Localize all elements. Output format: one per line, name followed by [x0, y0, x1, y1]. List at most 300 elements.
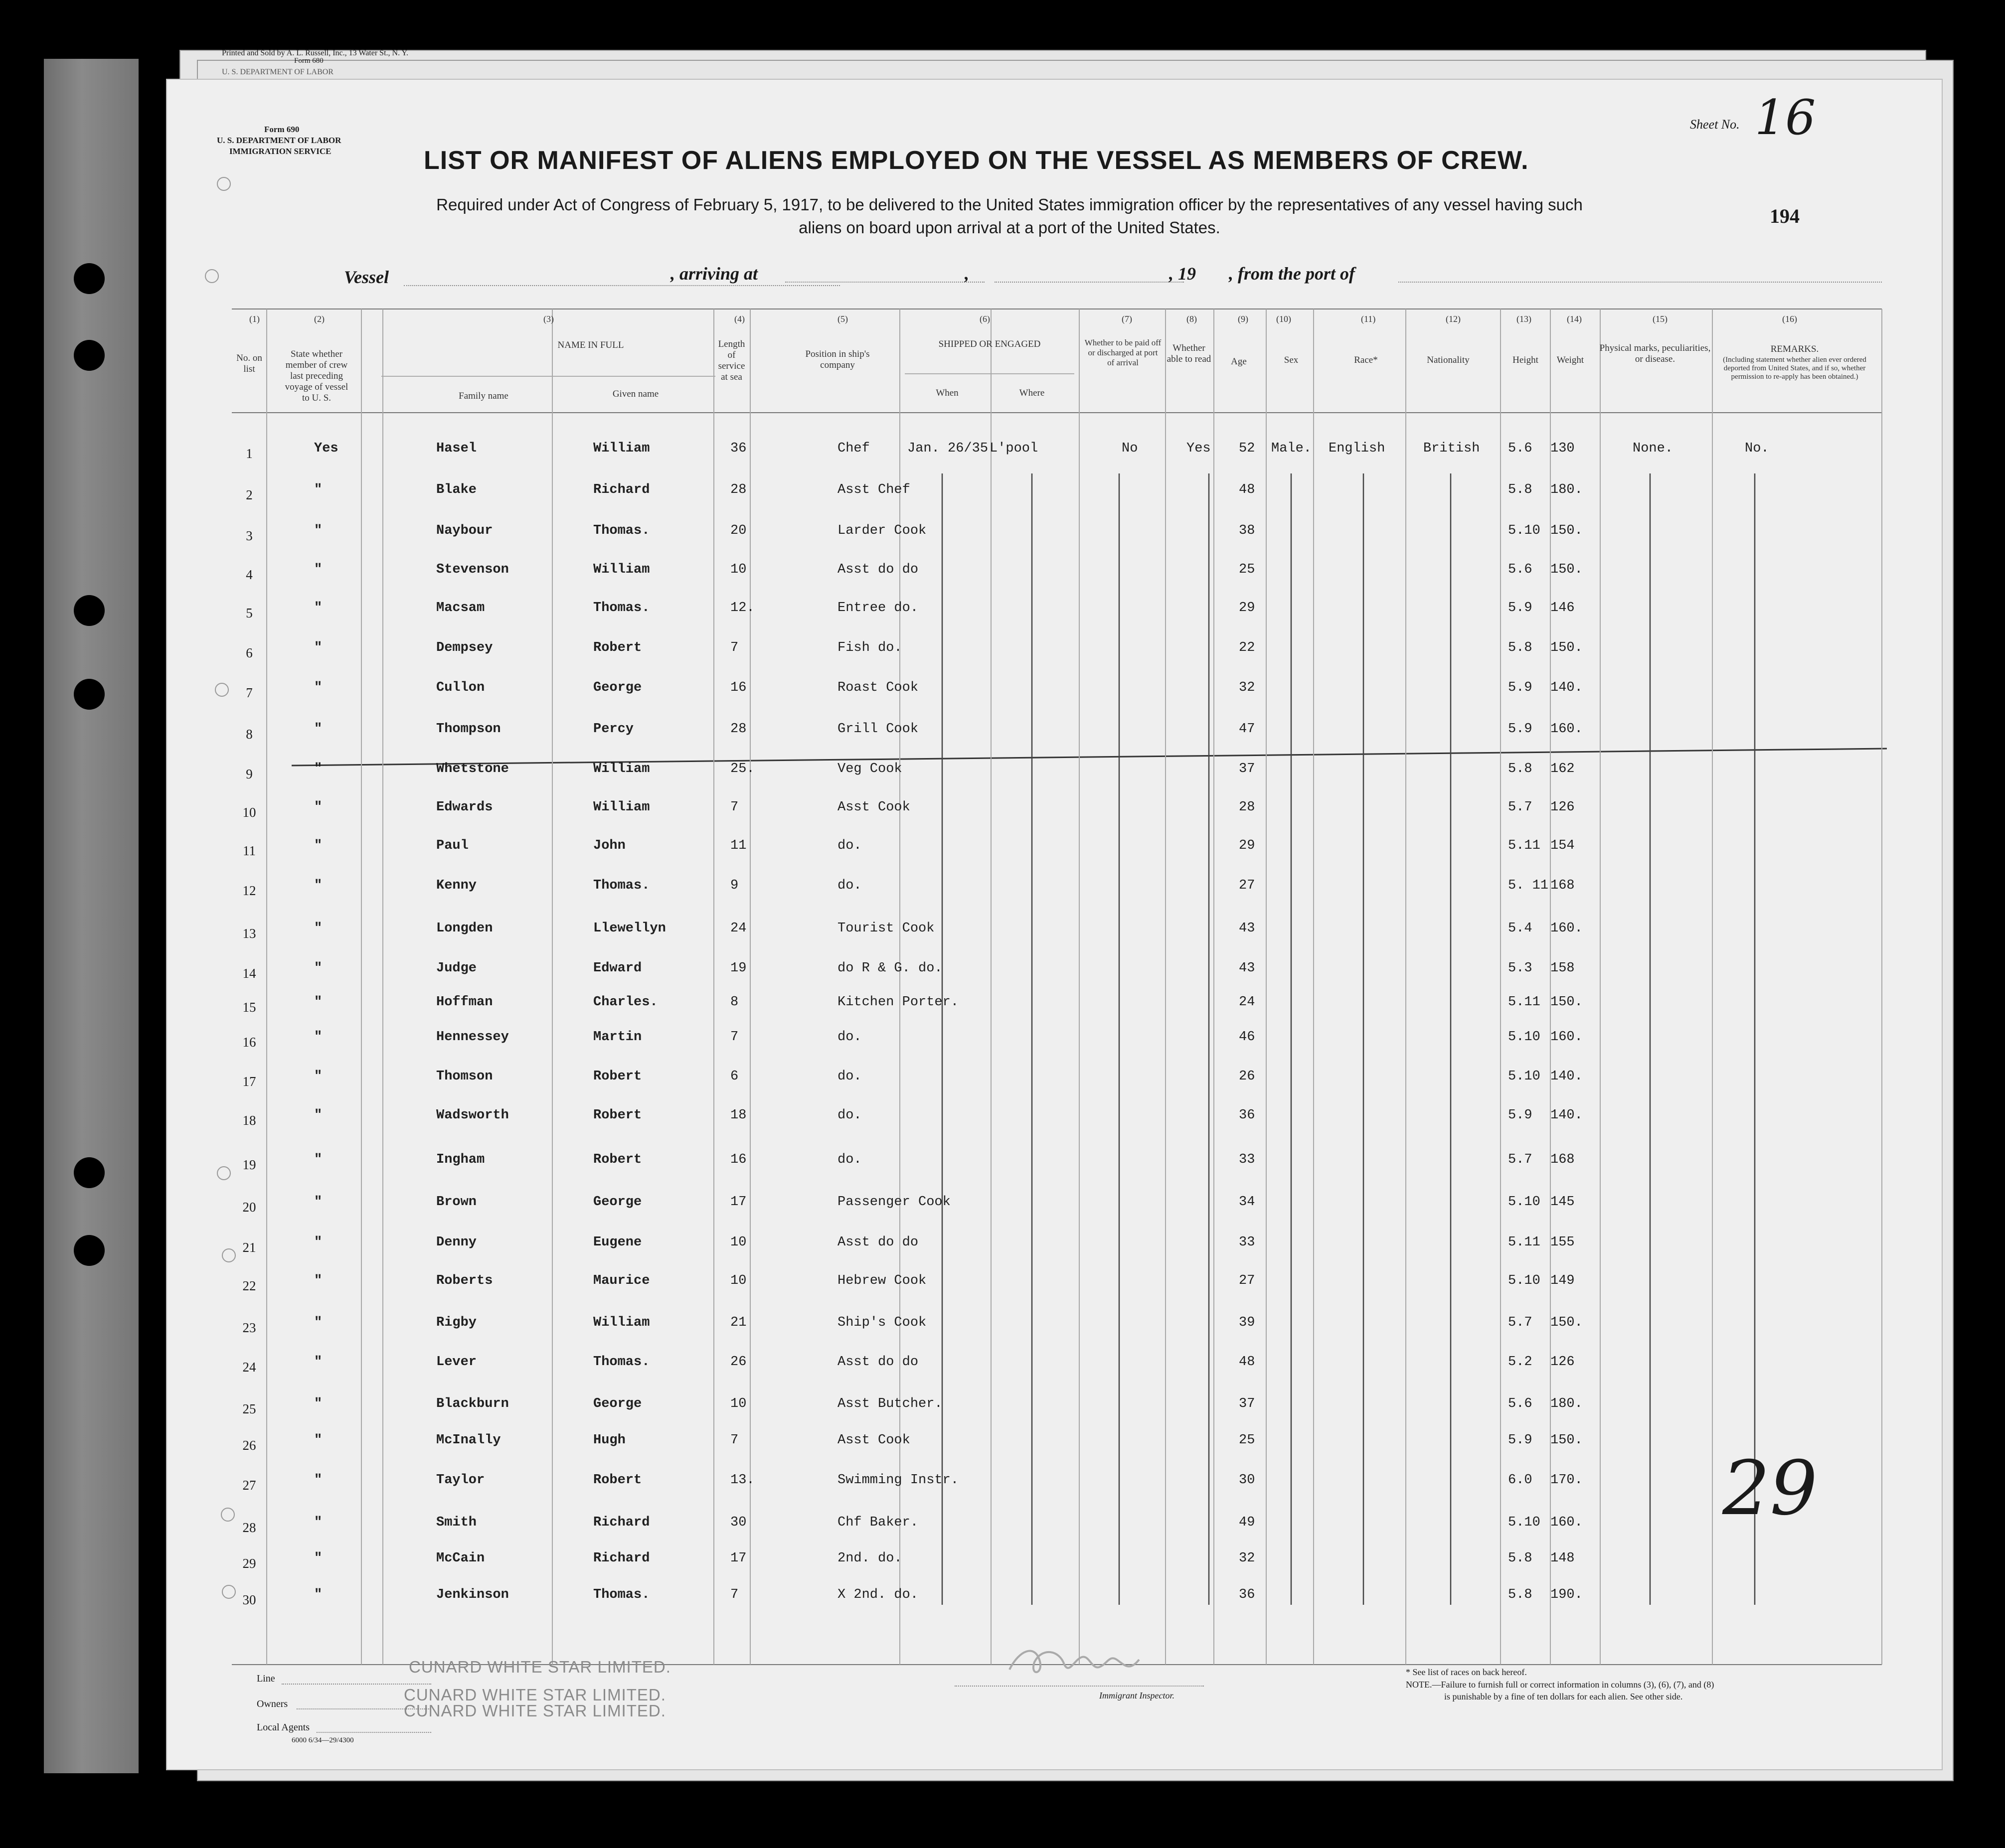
cell-prev: " — [314, 1108, 323, 1123]
row-number: 22 — [242, 1278, 256, 1293]
cell-weight: 154 — [1550, 838, 1575, 853]
cell-prev: " — [314, 562, 323, 577]
line-field — [282, 1684, 431, 1685]
header-length: Length of service at sea — [718, 339, 745, 382]
cell-family: Thomson — [436, 1069, 493, 1084]
cell-position: do. — [837, 1108, 862, 1123]
subtitle-line-2: aliens on board upon arrival at a port of the United States. — [799, 218, 1220, 237]
port-field — [1398, 282, 1882, 283]
cell-weight: 160. — [1550, 1030, 1583, 1045]
cell-family: Taylor — [436, 1473, 485, 1488]
form-service: IMMIGRATION SERVICE — [229, 147, 332, 156]
row-number: 9 — [246, 767, 253, 781]
cell-position: X 2nd. do. — [837, 1587, 919, 1602]
cell-position: Ship's Cook — [837, 1315, 927, 1330]
cell-weight: 190. — [1550, 1587, 1583, 1602]
cell-given: Llewellyn — [593, 921, 666, 936]
cell-weight: 168 — [1550, 878, 1575, 893]
cell-prev: " — [314, 1273, 323, 1288]
column-number: (14) — [1567, 314, 1582, 324]
cell-age: 46 — [1239, 1030, 1255, 1045]
header-position: Position in ship's company — [805, 349, 870, 370]
cell-position: Hebrew Cook — [837, 1273, 927, 1288]
binder-hole — [74, 340, 105, 371]
row-number: 19 — [242, 1157, 256, 1172]
cell-prev: " — [314, 482, 323, 497]
cell-length: 10 — [730, 1273, 747, 1288]
cell-family: Stevenson — [436, 562, 509, 577]
cell-height: 5.9 — [1508, 680, 1532, 695]
cell-prev: " — [314, 1152, 323, 1167]
cell-position: Entree do. — [837, 601, 919, 616]
row-number: 18 — [242, 1113, 256, 1128]
from-port-label: , from the port of — [1229, 264, 1355, 284]
cell-prev: " — [314, 1587, 323, 1602]
print-code: 6000 6/34—29/4300 — [292, 1736, 354, 1744]
cell-race: English — [1329, 441, 1385, 456]
cell-prev: " — [314, 1030, 323, 1045]
header-no: No. on list — [236, 353, 262, 374]
cell-height: 5.8 — [1508, 762, 1532, 776]
header-race: Race* — [1354, 355, 1378, 365]
cell-prev: Yes — [314, 441, 338, 456]
cell-height: 5.4 — [1508, 921, 1532, 936]
cell-family: Blackburn — [436, 1396, 509, 1411]
header-physical: Physical marks, peculiarities, or disease. — [1599, 343, 1711, 364]
row-number: 6 — [246, 645, 253, 660]
cell-sex: Male. — [1271, 441, 1312, 456]
cell-length: 7 — [730, 800, 739, 815]
cell-position: Larder Cook — [837, 523, 927, 538]
cell-weight: 180. — [1550, 1396, 1583, 1411]
cell-given: Thomas. — [593, 1587, 650, 1602]
cell-given: Maurice — [593, 1273, 650, 1288]
cell-position: do. — [837, 1152, 862, 1167]
cell-height: 5.10 — [1508, 1273, 1540, 1288]
column-number: (5) — [837, 314, 848, 324]
cell-family: McCain — [436, 1551, 485, 1566]
cell-family: Jenkinson — [436, 1587, 509, 1602]
page-title: LIST OR MANIFEST OF ALIENS EMPLOYED ON THE VESSEL AS MEMBERS OF CREW. — [424, 146, 1529, 175]
cell-prev: " — [314, 995, 323, 1010]
cell-height: 5.7 — [1508, 800, 1532, 815]
cell-position: Asst do do — [837, 562, 919, 577]
race-note: * See list of races on back hereof. — [1406, 1667, 1527, 1677]
cell-length: 9 — [730, 878, 739, 893]
punch-ring — [217, 1166, 231, 1180]
cell-prev: " — [314, 722, 323, 737]
cell-family: Brown — [436, 1195, 477, 1210]
cell-height: 5.8 — [1508, 1587, 1532, 1602]
cell-family: Judge — [436, 961, 477, 976]
cell-height: 5.10 — [1508, 523, 1540, 538]
cell-age: 29 — [1239, 838, 1255, 853]
cell-prev: " — [314, 1355, 323, 1370]
cell-when: Jan. 26/35 — [907, 441, 989, 456]
owners-stamp: CUNARD WHITE STAR LIMITED. — [404, 1686, 666, 1704]
cell-given: Charles. — [593, 995, 658, 1010]
cell-given: Robert — [593, 1473, 642, 1488]
cell-given: Thomas. — [593, 601, 650, 616]
cell-given: Thomas. — [593, 878, 650, 893]
binder-strip — [44, 59, 139, 1773]
cell-height: 5.10 — [1508, 1195, 1540, 1210]
cell-length: 11 — [730, 838, 747, 853]
cell-length: 21 — [730, 1315, 747, 1330]
cell-age: 43 — [1239, 961, 1255, 976]
header-sex: Sex — [1284, 355, 1299, 365]
cell-height: 5.10 — [1508, 1030, 1540, 1045]
column-number: (2) — [314, 314, 325, 324]
owners-label: Owners — [257, 1698, 288, 1709]
cell-length: 12. — [730, 601, 755, 616]
cell-weight: 149 — [1550, 1273, 1575, 1288]
cell-height: 5.7 — [1508, 1315, 1532, 1330]
column-number: (1) — [249, 314, 260, 324]
cell-prev: " — [314, 1235, 323, 1250]
punch-ring — [221, 1508, 235, 1522]
sheet-no-label: Sheet No. — [1690, 117, 1740, 132]
cell-prev: " — [314, 961, 323, 976]
cell-age: 26 — [1239, 1069, 1255, 1084]
cell-age: 25 — [1239, 562, 1255, 577]
cell-position: Chf Baker. — [837, 1515, 919, 1530]
cell-age: 32 — [1239, 1551, 1255, 1566]
cell-length: 20 — [730, 523, 747, 538]
cell-weight: 150. — [1550, 562, 1583, 577]
cell-height: 5.11 — [1508, 838, 1540, 853]
cell-height: 5.10 — [1508, 1515, 1540, 1530]
cell-family: Naybour — [436, 523, 493, 538]
cell-given: Edward — [593, 961, 642, 976]
row-number: 17 — [242, 1074, 256, 1089]
cell-position: Passenger Cook — [837, 1195, 951, 1210]
cell-position: Fish do. — [837, 640, 902, 655]
cell-prev: " — [314, 762, 323, 776]
cell-prev: " — [314, 1195, 323, 1210]
row-number: 4 — [246, 567, 253, 582]
cell-age: 30 — [1239, 1473, 1255, 1488]
punch-ring — [222, 1585, 236, 1599]
cell-family: Cullon — [436, 680, 485, 695]
cell-height: 5.9 — [1508, 1108, 1532, 1123]
header-when: When — [936, 388, 959, 398]
back-form-label: Form 680 — [294, 57, 324, 65]
cell-weight: 158 — [1550, 961, 1575, 976]
cell-length: 16 — [730, 1152, 747, 1167]
back-dept-label: U. S. DEPARTMENT OF LABOR — [222, 68, 334, 76]
cell-family: Macsam — [436, 601, 485, 616]
cell-given: Robert — [593, 1069, 642, 1084]
row-number: 29 — [242, 1556, 256, 1571]
header-paid-off: Whether to be paid off or discharged at port of arrival — [1084, 338, 1162, 367]
cell-height: 5.3 — [1508, 961, 1532, 976]
agents-stamp: CUNARD WHITE STAR LIMITED. — [404, 1701, 666, 1720]
cell-weight: 150. — [1550, 523, 1583, 538]
cell-family: Blake — [436, 482, 477, 497]
cell-position: do R & G. do. — [837, 961, 943, 976]
cell-given: Robert — [593, 1152, 642, 1167]
cell-prev: " — [314, 601, 323, 616]
row-number: 10 — [242, 805, 256, 820]
cell-height: 5.6 — [1508, 562, 1532, 577]
cell-prev: " — [314, 1396, 323, 1411]
cell-weight: 146 — [1550, 601, 1575, 616]
cell-remarks: No. — [1745, 441, 1769, 456]
row-number: 26 — [242, 1438, 256, 1453]
cell-given: Richard — [593, 1551, 650, 1566]
cell-prev: " — [314, 1433, 323, 1448]
cell-weight: 150. — [1550, 1315, 1583, 1330]
cell-length: 30 — [730, 1515, 747, 1530]
cell-age: 34 — [1239, 1195, 1255, 1210]
row-number: 8 — [246, 727, 253, 742]
binder-hole — [74, 263, 105, 294]
row-number: 20 — [242, 1200, 256, 1215]
cell-position: Asst do do — [837, 1355, 919, 1370]
cell-height: 5.11 — [1508, 995, 1540, 1010]
cell-family: Whetstone — [436, 762, 509, 776]
cell-age: 47 — [1239, 722, 1255, 737]
cell-age: 24 — [1239, 995, 1255, 1010]
cell-weight: 162 — [1550, 762, 1575, 776]
cell-age: 48 — [1239, 1355, 1255, 1370]
header-where: Where — [1019, 388, 1045, 398]
cell-prev: " — [314, 640, 323, 655]
header-shipped: SHIPPED OR ENGAGED — [938, 339, 1041, 349]
cell-given: William — [593, 441, 650, 456]
cell-age: 49 — [1239, 1515, 1255, 1530]
header-state: State whether member of crew last preceding voyage of vessel to U. S. — [285, 349, 348, 403]
cell-weight: 170. — [1550, 1473, 1583, 1488]
inspector-field — [955, 1686, 1204, 1687]
cell-length: 24 — [730, 921, 747, 936]
column-number: (7) — [1122, 314, 1132, 324]
column-number: (8) — [1186, 314, 1197, 324]
header-remarks-note: (Including statement whether alien ever ordered deported from United States, and if so, whether permission to re-apply has been obtained.) — [1723, 356, 1866, 381]
cell-given: William — [593, 800, 650, 815]
cell-nationality: British — [1423, 441, 1480, 456]
cell-length: 17 — [730, 1195, 747, 1210]
cell-age: 38 — [1239, 523, 1255, 538]
cell-given: John — [593, 838, 626, 853]
vessel-field — [404, 285, 840, 286]
cell-length: 25. — [730, 762, 755, 776]
row-number: 12 — [242, 883, 256, 898]
column-number: (4) — [734, 314, 745, 324]
agents-field — [317, 1732, 431, 1733]
binder-hole — [74, 1235, 105, 1266]
cell-given: Martin — [593, 1030, 642, 1045]
page-number: 194 — [1770, 205, 1800, 227]
column-number: (12) — [1446, 314, 1461, 324]
cell-family: Edwards — [436, 800, 493, 815]
cell-height: 5.11 — [1508, 1235, 1540, 1250]
cell-family: Lever — [436, 1355, 477, 1370]
header-given: Given name — [612, 389, 659, 399]
penalty-note-2: is punishable by a fine of ten dollars for each alien. See other side. — [1444, 1692, 1683, 1701]
column-number: (16) — [1782, 314, 1797, 324]
cell-prev: " — [314, 838, 323, 853]
cell-age: 37 — [1239, 762, 1255, 776]
cell-length: 19 — [730, 961, 747, 976]
cell-length: 8 — [730, 995, 739, 1010]
column-number: (9) — [1238, 314, 1248, 324]
cell-age: 22 — [1239, 640, 1255, 655]
binder-hole — [74, 595, 105, 626]
cell-read: Yes — [1186, 441, 1211, 456]
cell-weight: 155 — [1550, 1235, 1575, 1250]
inspector-signature — [1000, 1640, 1164, 1685]
cell-age: 25 — [1239, 1433, 1255, 1448]
cell-prev: " — [314, 1315, 323, 1330]
cell-position: do. — [837, 838, 862, 853]
cell-position: Grill Cook — [837, 722, 919, 737]
cell-length: 17 — [730, 1551, 747, 1566]
punch-ring — [215, 683, 229, 697]
cell-weight: 148 — [1550, 1551, 1575, 1566]
cell-age: 48 — [1239, 482, 1255, 497]
handwritten-total: 29 — [1722, 1445, 1818, 1532]
date-field — [995, 282, 1184, 283]
header-age: Age — [1231, 356, 1247, 367]
cell-position: 2nd. do. — [837, 1551, 902, 1566]
cell-family: Paul — [436, 838, 469, 853]
subtitle-line-1: Required under Act of Congress of February 5, 1917, to be delivered to the United States immigration officer by the representatives of any vessel having such — [436, 195, 1583, 214]
arriving-label: , arriving at — [670, 264, 758, 284]
cell-weight: 140. — [1550, 680, 1583, 695]
cell-age: 37 — [1239, 1396, 1255, 1411]
cell-given: Eugene — [593, 1235, 642, 1250]
cell-weight: 150. — [1550, 1433, 1583, 1448]
punch-ring — [205, 269, 219, 283]
cell-length: 10 — [730, 1396, 747, 1411]
cell-paid: No — [1122, 441, 1138, 456]
cell-position: Kitchen Porter. — [837, 995, 959, 1010]
cell-prev: " — [314, 878, 323, 893]
cell-weight: 130 — [1550, 441, 1575, 456]
year-label: , 19 — [1169, 264, 1196, 284]
cell-length: 28 — [730, 722, 747, 737]
cell-weight: 160. — [1550, 1515, 1583, 1530]
cell-position: Asst Cook — [837, 1433, 910, 1448]
cell-prev: " — [314, 680, 323, 695]
binder-hole — [74, 1157, 105, 1188]
cell-length: 26 — [730, 1355, 747, 1370]
cell-family: Hasel — [436, 441, 477, 456]
cell-length: 36 — [730, 441, 747, 456]
column-number: (10) — [1276, 314, 1291, 324]
cell-position: do. — [837, 1030, 862, 1045]
cell-age: 27 — [1239, 1273, 1255, 1288]
cell-family: Smith — [436, 1515, 477, 1530]
row-number: 3 — [246, 528, 253, 543]
arriving-field — [785, 282, 985, 283]
row-number: 16 — [242, 1035, 256, 1050]
cell-age: 43 — [1239, 921, 1255, 936]
cell-family: McInally — [436, 1433, 501, 1448]
row-number: 21 — [242, 1240, 256, 1255]
header-nationality: Nationality — [1427, 355, 1470, 365]
cell-length: 7 — [730, 1433, 739, 1448]
cell-weight: 168 — [1550, 1152, 1575, 1167]
inspector-label: Immigrant Inspector. — [1099, 1691, 1174, 1700]
vessel-label: Vessel — [344, 267, 389, 287]
cell-family: Longden — [436, 921, 493, 936]
cell-given: Thomas. — [593, 1355, 650, 1370]
column-number: (3) — [543, 314, 554, 324]
cell-height: 5.6 — [1508, 1396, 1532, 1411]
cell-family: Wadsworth — [436, 1108, 509, 1123]
cell-weight: 150. — [1550, 640, 1583, 655]
cell-family: Hoffman — [436, 995, 493, 1010]
cell-prev: " — [314, 523, 323, 538]
cell-age: 52 — [1239, 441, 1255, 456]
column-number: (15) — [1653, 314, 1668, 324]
column-number: (11) — [1361, 314, 1376, 324]
cell-weight: 145 — [1550, 1195, 1575, 1210]
cell-length: 7 — [730, 1587, 739, 1602]
row-number: 2 — [246, 487, 253, 502]
cell-height: 5.10 — [1508, 1069, 1540, 1084]
line-label: Line — [257, 1673, 275, 1684]
header-height: Height — [1512, 355, 1538, 365]
cell-weight: 126 — [1550, 800, 1575, 815]
cell-position: do. — [837, 1069, 862, 1084]
manifest-sheet — [167, 80, 1942, 1769]
cell-position: Swimming Instr. — [837, 1473, 959, 1488]
row-number: 15 — [242, 1000, 256, 1015]
table-grid — [167, 80, 1942, 1769]
cell-position: do. — [837, 878, 862, 893]
cell-given: George — [593, 680, 642, 695]
punch-ring — [217, 177, 231, 191]
cell-age: 28 — [1239, 800, 1255, 815]
cell-height: 5.6 — [1508, 441, 1532, 456]
cell-length: 7 — [730, 640, 739, 655]
form-number: Form 690 — [264, 125, 300, 134]
cell-family: Hennessey — [436, 1030, 509, 1045]
strike-line — [292, 749, 1887, 766]
cell-prev: " — [314, 1551, 323, 1566]
cell-given: William — [593, 762, 650, 776]
cell-height: 5.7 — [1508, 1152, 1532, 1167]
header-able-read: Whether able to read — [1167, 343, 1211, 364]
cell-family: Ingham — [436, 1152, 485, 1167]
cell-length: 10 — [730, 562, 747, 577]
row-number: 7 — [246, 685, 253, 700]
cell-length: 16 — [730, 680, 747, 695]
cell-age: 27 — [1239, 878, 1255, 893]
cell-height: 5.8 — [1508, 482, 1532, 497]
row-number: 30 — [242, 1592, 256, 1607]
cell-weight: 150. — [1550, 995, 1583, 1010]
cell-age: 33 — [1239, 1235, 1255, 1250]
column-number: (13) — [1516, 314, 1531, 324]
cell-length: 18 — [730, 1108, 747, 1123]
cell-family: Dempsey — [436, 640, 493, 655]
printer-note: Printed and Sold by A. L. Russell, Inc., 13 Water St., N. Y. — [222, 49, 408, 57]
row-number: 24 — [242, 1360, 256, 1375]
cell-position: Veg Cook — [837, 762, 902, 776]
sheet-number: 16 — [1755, 90, 1816, 146]
cell-given: William — [593, 562, 650, 577]
punch-ring — [222, 1248, 236, 1262]
row-number: 5 — [246, 606, 253, 620]
cell-given: Percy — [593, 722, 634, 737]
cell-given: Robert — [593, 1108, 642, 1123]
cell-weight: 140. — [1550, 1108, 1583, 1123]
